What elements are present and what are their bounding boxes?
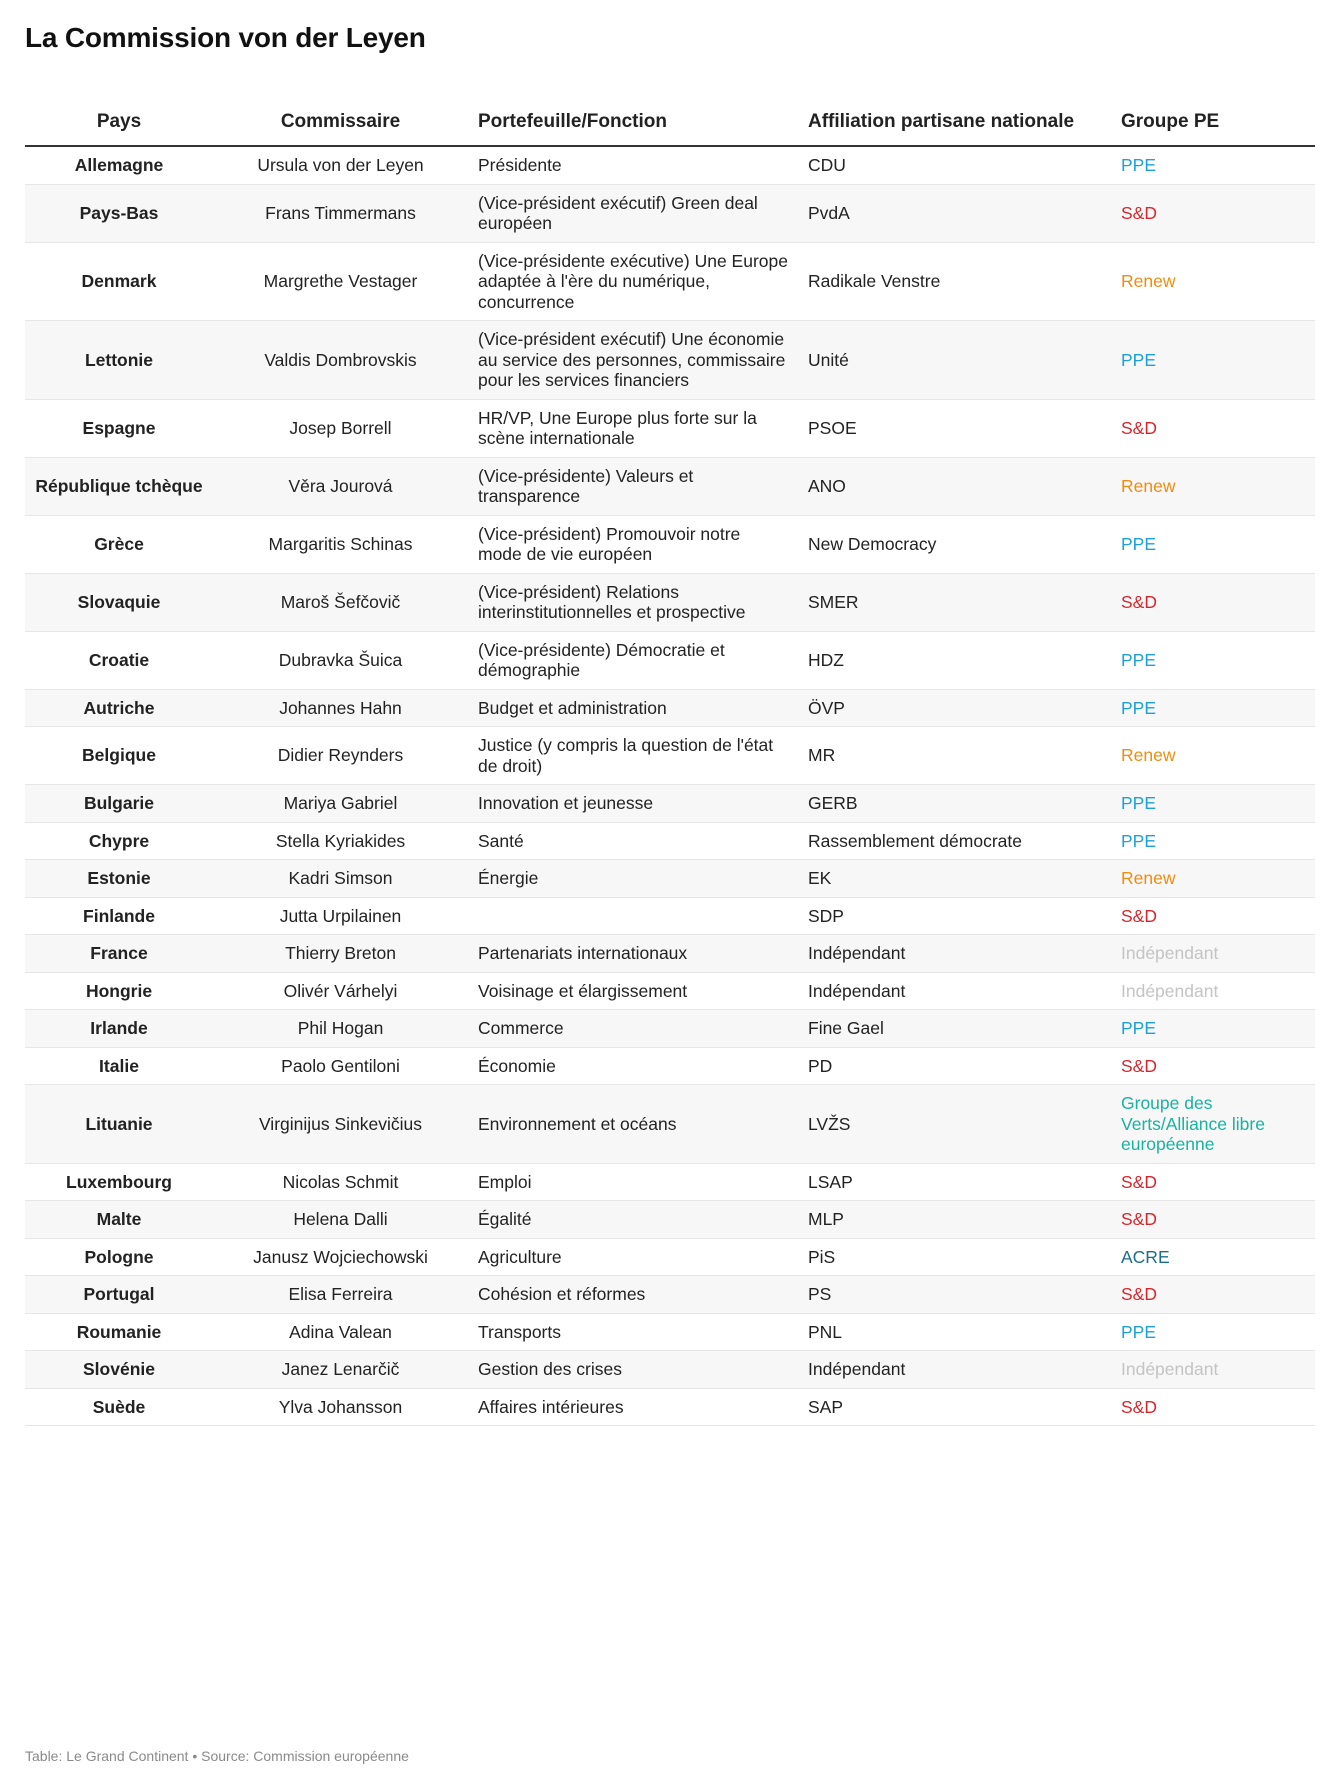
cell-commissaire: Ylva Johansson (213, 1388, 468, 1426)
cell-affiliation: GERB (798, 785, 1111, 823)
cell-groupe-pe: S&D (1111, 1047, 1315, 1085)
cell-affiliation: New Democracy (798, 515, 1111, 573)
cell-pays: Bulgarie (25, 785, 213, 823)
cell-commissaire: Věra Jourová (213, 457, 468, 515)
table-row (25, 1085, 1315, 1164)
table-row (25, 515, 1315, 573)
table-row (25, 1201, 1315, 1239)
cell-commissaire: Elisa Ferreira (213, 1276, 468, 1314)
cell-groupe-pe: Indépendant (1111, 972, 1315, 1010)
cell-affiliation: PiS (798, 1238, 1111, 1276)
cell-portefeuille: (Vice-présidente) Valeurs et transparence (468, 457, 798, 515)
table-row (25, 972, 1315, 1010)
cell-pays: Irlande (25, 1010, 213, 1048)
table-row (25, 399, 1315, 457)
cell-affiliation: PvdA (798, 184, 1111, 242)
cell-groupe-pe: S&D (1111, 573, 1315, 631)
cell-affiliation: Indépendant (798, 935, 1111, 973)
cell-affiliation: PD (798, 1047, 1111, 1085)
cell-groupe-pe: PPE (1111, 689, 1315, 727)
cell-groupe-pe: PPE (1111, 515, 1315, 573)
cell-groupe-pe: S&D (1111, 1201, 1315, 1239)
cell-groupe-pe: S&D (1111, 897, 1315, 935)
cell-affiliation: EK (798, 860, 1111, 898)
cell-portefeuille: Transports (468, 1313, 798, 1351)
column-header-pays[interactable]: Pays (25, 98, 213, 146)
cell-affiliation: Radikale Venstre (798, 242, 1111, 321)
cell-groupe-pe: PPE (1111, 1313, 1315, 1351)
cell-pays: Espagne (25, 399, 213, 457)
cell-affiliation: PSOE (798, 399, 1111, 457)
column-header-groupe[interactable]: Groupe PE (1111, 98, 1315, 146)
cell-pays: Denmark (25, 242, 213, 321)
cell-affiliation: ANO (798, 457, 1111, 515)
cell-affiliation: SMER (798, 573, 1111, 631)
header-row (25, 98, 1315, 146)
cell-affiliation: ÖVP (798, 689, 1111, 727)
table-row (25, 1351, 1315, 1389)
cell-commissaire: Maroš Šefčovič (213, 573, 468, 631)
commission-table (25, 98, 1315, 1426)
cell-portefeuille: Économie (468, 1047, 798, 1085)
cell-commissaire: Jutta Urpilainen (213, 897, 468, 935)
cell-affiliation: Fine Gael (798, 1010, 1111, 1048)
cell-commissaire: Margaritis Schinas (213, 515, 468, 573)
cell-portefeuille: Santé (468, 822, 798, 860)
cell-portefeuille: (Vice-président exécutif) Une économie au service des personnes, commissaire pour les services financiers (468, 321, 798, 400)
cell-commissaire: Helena Dalli (213, 1201, 468, 1239)
cell-pays: République tchèque (25, 457, 213, 515)
cell-commissaire: Paolo Gentiloni (213, 1047, 468, 1085)
cell-portefeuille: (Vice-président) Promouvoir notre mode de vie européen (468, 515, 798, 573)
cell-affiliation: Rassemblement démocrate (798, 822, 1111, 860)
cell-affiliation: SDP (798, 897, 1111, 935)
table-row (25, 1047, 1315, 1085)
cell-groupe-pe: PPE (1111, 146, 1315, 184)
cell-groupe-pe: PPE (1111, 1010, 1315, 1048)
cell-affiliation: CDU (798, 146, 1111, 184)
table-row (25, 1276, 1315, 1314)
cell-commissaire: Phil Hogan (213, 1010, 468, 1048)
cell-portefeuille: Voisinage et élargissement (468, 972, 798, 1010)
cell-portefeuille: (Vice-président exécutif) Green deal européen (468, 184, 798, 242)
cell-portefeuille: Présidente (468, 146, 798, 184)
cell-portefeuille: (Vice-présidente exécutive) Une Europe adaptée à l'ère du numérique, concurrence (468, 242, 798, 321)
cell-portefeuille (468, 897, 798, 935)
cell-commissaire: Margrethe Vestager (213, 242, 468, 321)
cell-pays: Chypre (25, 822, 213, 860)
cell-pays: Portugal (25, 1276, 213, 1314)
cell-groupe-pe: Indépendant (1111, 935, 1315, 973)
cell-pays: Slovaquie (25, 573, 213, 631)
cell-pays: Roumanie (25, 1313, 213, 1351)
cell-commissaire: Mariya Gabriel (213, 785, 468, 823)
cell-groupe-pe: Renew (1111, 727, 1315, 785)
cell-pays: Croatie (25, 631, 213, 689)
cell-commissaire: Didier Reynders (213, 727, 468, 785)
cell-pays: Grèce (25, 515, 213, 573)
cell-groupe-pe: PPE (1111, 785, 1315, 823)
cell-groupe-pe: ACRE (1111, 1238, 1315, 1276)
cell-groupe-pe: S&D (1111, 184, 1315, 242)
cell-pays: Pologne (25, 1238, 213, 1276)
cell-commissaire: Valdis Dombrovskis (213, 321, 468, 400)
cell-commissaire: Stella Kyriakides (213, 822, 468, 860)
cell-commissaire: Janez Lenarčič (213, 1351, 468, 1389)
cell-portefeuille: Énergie (468, 860, 798, 898)
table-body (25, 146, 1315, 1426)
cell-groupe-pe: S&D (1111, 399, 1315, 457)
cell-groupe-pe: Renew (1111, 242, 1315, 321)
cell-portefeuille: (Vice-présidente) Démocratie et démographie (468, 631, 798, 689)
cell-pays: Pays-Bas (25, 184, 213, 242)
cell-groupe-pe: PPE (1111, 321, 1315, 400)
cell-pays: Belgique (25, 727, 213, 785)
column-header-affiliation[interactable]: Affiliation partisane nationale (798, 98, 1111, 146)
cell-pays: Autriche (25, 689, 213, 727)
cell-pays: Malte (25, 1201, 213, 1239)
table-row (25, 1313, 1315, 1351)
table-row (25, 1163, 1315, 1201)
cell-affiliation: Indépendant (798, 972, 1111, 1010)
cell-commissaire: Olivér Várhelyi (213, 972, 468, 1010)
cell-portefeuille: Agriculture (468, 1238, 798, 1276)
cell-portefeuille: Budget et administration (468, 689, 798, 727)
cell-commissaire: Janusz Wojciechowski (213, 1238, 468, 1276)
cell-affiliation: HDZ (798, 631, 1111, 689)
table-row (25, 242, 1315, 321)
table-row (25, 631, 1315, 689)
cell-pays: Lituanie (25, 1085, 213, 1164)
cell-groupe-pe: Renew (1111, 457, 1315, 515)
cell-commissaire: Kadri Simson (213, 860, 468, 898)
cell-pays: Finlande (25, 897, 213, 935)
cell-groupe-pe: PPE (1111, 631, 1315, 689)
table-row (25, 1388, 1315, 1426)
cell-commissaire: Frans Timmermans (213, 184, 468, 242)
cell-pays: Allemagne (25, 146, 213, 184)
cell-portefeuille: Innovation et jeunesse (468, 785, 798, 823)
cell-pays: Luxembourg (25, 1163, 213, 1201)
table-row (25, 321, 1315, 400)
cell-affiliation: LVŽS (798, 1085, 1111, 1164)
column-header-portefeuille[interactable]: Portefeuille/Fonction (468, 98, 798, 146)
table-row (25, 1010, 1315, 1048)
cell-groupe-pe: Indépendant (1111, 1351, 1315, 1389)
cell-pays: Hongrie (25, 972, 213, 1010)
cell-commissaire: Ursula von der Leyen (213, 146, 468, 184)
cell-commissaire: Virginijus Sinkevičius (213, 1085, 468, 1164)
cell-commissaire: Thierry Breton (213, 935, 468, 973)
cell-affiliation: Unité (798, 321, 1111, 400)
cell-groupe-pe: PPE (1111, 822, 1315, 860)
cell-portefeuille: Environnement et océans (468, 1085, 798, 1164)
cell-affiliation: LSAP (798, 1163, 1111, 1201)
cell-portefeuille: Emploi (468, 1163, 798, 1201)
cell-commissaire: Nicolas Schmit (213, 1163, 468, 1201)
table-row (25, 822, 1315, 860)
cell-portefeuille: HR/VP, Une Europe plus forte sur la scène internationale (468, 399, 798, 457)
cell-groupe-pe: Groupe des Verts/Alliance libre européenne (1111, 1085, 1315, 1164)
cell-portefeuille: Justice (y compris la question de l'état de droit) (468, 727, 798, 785)
cell-affiliation: PNL (798, 1313, 1111, 1351)
table-row (25, 785, 1315, 823)
cell-portefeuille: Égalité (468, 1201, 798, 1239)
cell-portefeuille: (Vice-président) Relations interinstitutionnelles et prospective (468, 573, 798, 631)
cell-commissaire: Adina Valean (213, 1313, 468, 1351)
cell-portefeuille: Affaires intérieures (468, 1388, 798, 1426)
cell-groupe-pe: S&D (1111, 1276, 1315, 1314)
cell-affiliation: MLP (798, 1201, 1111, 1239)
cell-pays: Suède (25, 1388, 213, 1426)
table-row (25, 727, 1315, 785)
cell-pays: Slovénie (25, 1351, 213, 1389)
cell-groupe-pe: S&D (1111, 1388, 1315, 1426)
source-footer: Table: Le Grand Continent • Source: Commission européenne (25, 1748, 409, 1764)
table-row (25, 1238, 1315, 1276)
cell-affiliation: MR (798, 727, 1111, 785)
cell-commissaire: Josep Borrell (213, 399, 468, 457)
cell-groupe-pe: Renew (1111, 860, 1315, 898)
table-row (25, 689, 1315, 727)
cell-portefeuille: Commerce (468, 1010, 798, 1048)
cell-portefeuille: Cohésion et réformes (468, 1276, 798, 1314)
table-row (25, 860, 1315, 898)
cell-pays: Estonie (25, 860, 213, 898)
cell-affiliation: Indépendant (798, 1351, 1111, 1389)
table-row (25, 573, 1315, 631)
column-header-commissaire[interactable]: Commissaire (213, 98, 468, 146)
table-row (25, 897, 1315, 935)
cell-affiliation: PS (798, 1276, 1111, 1314)
page-title: La Commission von der Leyen (25, 22, 426, 53)
table-row (25, 457, 1315, 515)
cell-commissaire: Dubravka Šuica (213, 631, 468, 689)
cell-portefeuille: Gestion des crises (468, 1351, 798, 1389)
table-row (25, 184, 1315, 242)
cell-commissaire: Johannes Hahn (213, 689, 468, 727)
table-header (25, 98, 1315, 146)
table-row (25, 935, 1315, 973)
cell-pays: France (25, 935, 213, 973)
cell-portefeuille: Partenariats internationaux (468, 935, 798, 973)
cell-affiliation: SAP (798, 1388, 1111, 1426)
cell-pays: Lettonie (25, 321, 213, 400)
cell-pays: Italie (25, 1047, 213, 1085)
cell-groupe-pe: S&D (1111, 1163, 1315, 1201)
table-row (25, 146, 1315, 184)
